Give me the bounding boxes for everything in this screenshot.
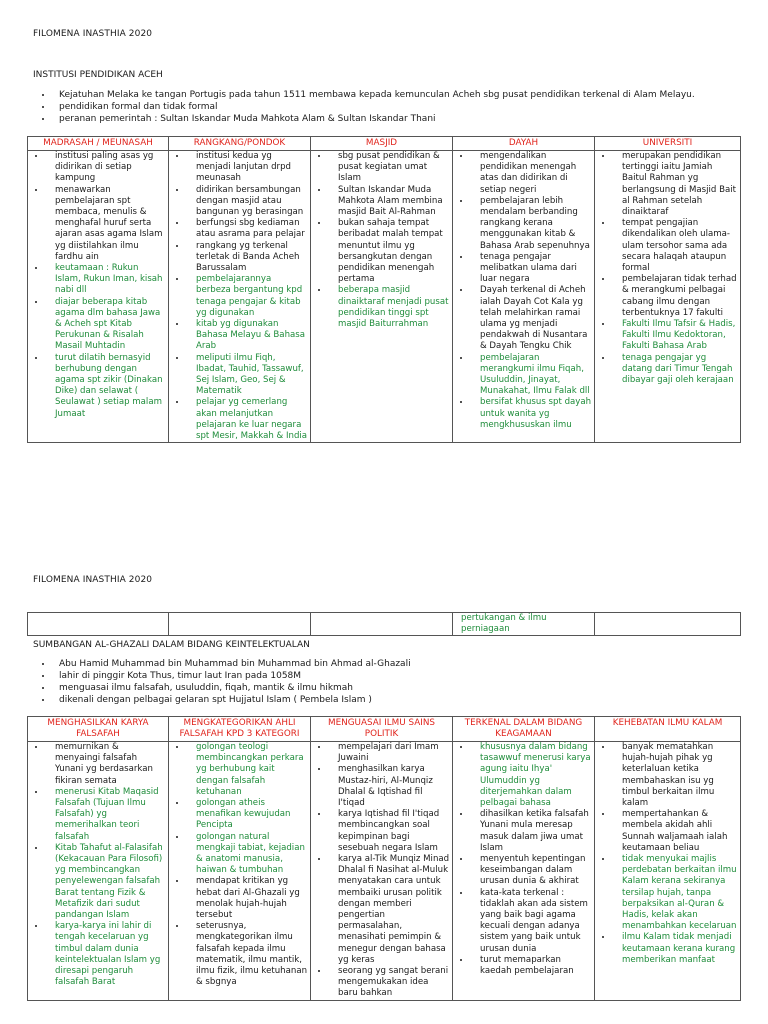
list-item: • seorang yg sangat berani mengemukakan idea baru bahkan xyxy=(329,966,452,1000)
page-header: FILOMENA INASTHIA 2020 xyxy=(33,575,153,585)
table-cell xyxy=(169,742,311,1001)
intro-item: • pendidikan formal dan tidak formal xyxy=(53,101,695,113)
list-item: • turut dilatih bernasyid berhubung dengan agama spt zikir (Dinakan Dike) dan selawat ( Seulawat ) setiap malam Jumaat xyxy=(46,353,168,420)
list-item: • seterusnya, mengkategorikan ilmu falsafah kepada ilmu matematik, ilmu mantik, ilmu fizik, ilmu ketuhanan & sbgnya xyxy=(187,921,310,988)
continuation-cell xyxy=(311,613,453,636)
list-item: • bersifat khusus spt dayah untuk wanita yg mengkhususkan ilmu xyxy=(471,397,594,431)
cell-list xyxy=(169,742,310,988)
list-item: • karya al-Tik Munqiz Minad Dhalal fi Nasihat al-Muluk menyatakan cara untuk membaiki urusan politik dengan memberi pengertian permasalahan, menasihati pemimpin & menegur dengan bahasa yg keras xyxy=(329,854,452,966)
table-cell xyxy=(453,742,595,1001)
list-item: • Kitab Tahafut al-Falasifah (Kekacauan Para Filosofi) yg membincangkan penyelewengan falsafah Barat tentang Fizik & Metafizik dari sudut pandangan Islam xyxy=(46,843,168,921)
table-cell xyxy=(311,151,453,443)
cell-list xyxy=(311,151,452,330)
list-item: • mempelajari dari Imam Juwaini xyxy=(329,742,452,764)
list-item: • Sultan Iskandar Muda Mahkota Alam membina masjid Bait Al-Rahman xyxy=(329,185,452,219)
list-item: • pelajar yg cemerlang akan melanjutkan pelajaran ke luar negara spt Mesir, Makkah & India xyxy=(187,397,310,442)
column-header: KEHEBATAN ILMU KALAM xyxy=(595,717,741,742)
column-header: RANGKANG/PONDOK xyxy=(169,137,311,151)
list-item: • memurnikan & menyaingi falsafah Yunani yg berdasarkan fikiran semata xyxy=(46,742,168,787)
list-item: • Dayah terkenal di Acheh ialah Dayah Cot Kala yg telah melahirkan ramai ulama yg menjadi pendakwah di Nusantara & Dayah Tengku Chik xyxy=(471,285,594,352)
list-item: • pembelajaran lebih mendalam berbanding rangkang kerana menggunakan kitab & Bahasa Arab sepenuhnya xyxy=(471,196,594,252)
continuation-cell xyxy=(595,613,741,636)
column-header: MENGKATEGORIKAN AHLI FALSAFAH KPD 3 KATEGORI xyxy=(169,717,311,742)
continuation-table xyxy=(27,612,741,636)
intro-item: • lahir di pinggir Kota Thus, timur laut Iran pada 1058M xyxy=(53,670,411,682)
cell-list xyxy=(169,151,310,442)
section-title: INSTITUSI PENDIDIKAN ACEH xyxy=(33,70,163,80)
list-item: • institusi kedua yg menjadi lanjutan drpd meunasah xyxy=(187,151,310,185)
contribution-table xyxy=(27,716,741,1001)
cell-list xyxy=(595,151,740,386)
list-item: • pembelajaran merangkumi ilmu Fiqah, Usuluddin, Jinayat, Munakahat, Ilmu Falak dll xyxy=(471,353,594,398)
page-gap xyxy=(0,540,768,570)
cell-list xyxy=(453,742,594,977)
list-item: • golongan natural mengkaji tabiat, kejadian & anatomi manusia, haiwan & tumbuhan xyxy=(187,832,310,877)
list-item: • menerusi Kitab Maqasid Falsafah (Tujuan Ilmu Falsafah) yg memerihalkan teori falsafah xyxy=(46,787,168,843)
list-item: • berfungsi sbg kediaman atau asrama para pelajar xyxy=(187,218,310,240)
continuation-cell xyxy=(28,613,169,636)
intro-list xyxy=(33,658,411,706)
list-item: • pembelajaran tidak terhad & merangkumi pelbagai cabang ilmu dengan terbentuknya 17 fakulti xyxy=(613,274,740,319)
list-item: • diajar beberapa kitab agama dlm bahasa Jawa & Acheh spt Kitab Perukunan & Risalah Masail Muhtadin xyxy=(46,297,168,353)
cell-list xyxy=(28,151,168,420)
document-page-2 xyxy=(0,570,768,1024)
list-item: • pembelajarannya berbeza bergantung kpd tenaga pengajar & kitab yg digunakan xyxy=(187,274,310,319)
institution-table xyxy=(27,136,741,443)
page-header: FILOMENA INASTHIA 2020 xyxy=(33,29,153,39)
list-item: • karya Iqtishad fil I'tiqad membincangkan soal kepimpinan bagi sesebuah negara Islam xyxy=(329,809,452,854)
list-item: • rangkang yg terkenal terletak di Banda Acheh Barussalam xyxy=(187,241,310,275)
cell-list xyxy=(595,742,740,966)
list-item: • tempat pengajian dikendalikan oleh ulama-ulam tersohor sama ada secara halaqah ataupun formal xyxy=(613,218,740,274)
list-item: • merupakan pendidikan tertinggi iaitu Jamiah Baitul Rahman yg berlangsung di Masjid Bait al Rahman setelah dinaiktaraf xyxy=(613,151,740,218)
column-header: TERKENAL DALAM BIDANG KEAGAMAAN xyxy=(453,717,595,742)
list-item: • menyentuh kepentingan keseimbangan dalam urusan dunia & akhirat xyxy=(471,854,594,888)
list-item: • keutamaan : Rukun Islam, Rukun Iman, kisah nabi dll xyxy=(46,263,168,297)
list-item: • tenaga pengajar melibatkan ulama dari luar negara xyxy=(471,252,594,286)
list-item: • mendapat kritikan yg hebat dari Al-Ghazali yg menolak hujah-hujah tersebut xyxy=(187,876,310,921)
cell-list xyxy=(28,742,168,988)
table-cell xyxy=(595,742,741,1001)
list-item: • kata-kata terkenal : tidaklah akan ada sistem yang baik bagi agama kecuali dengan adanya sistem yang baik untuk urusan dunia xyxy=(471,888,594,955)
continuation-text: pertukangan & ilmu perniagaan xyxy=(453,613,595,636)
list-item: • dihasilkan ketika falsafah Yunani mula meresap masuk dalam jiwa umat Islam xyxy=(471,809,594,854)
intro-item: • dikenali dengan pelbagai gelaran spt Hujjatul Islam ( Pembela Islam ) xyxy=(53,694,411,706)
list-item: • ilmu Kalam tidak menjadi keutamaan kerana kurang memberikan manfaat xyxy=(613,932,740,966)
list-item: • tenaga pengajar yg datang dari Timur Tengah dibayar gaji oleh kerajaan xyxy=(613,353,740,387)
cell-list xyxy=(311,742,452,1000)
intro-item: • peranan pemerintah : Sultan Iskandar Muda Mahkota Alam & Sultan Iskandar Thani xyxy=(53,113,695,125)
list-item: • sbg pusat pendidikan & pusat kegiatan umat Islam xyxy=(329,151,452,185)
list-item: • turut memaparkan kaedah pembelajaran xyxy=(471,955,594,977)
list-item: • mengendalikan pendidikan menengah atas dan didirikan di setiap negeri xyxy=(471,151,594,196)
intro-item: • Kejatuhan Melaka ke tangan Portugis pada tahun 1511 membawa kepada kemunculan Acheh sbg pusat pendidikan terkenal di Alam Melayu. xyxy=(53,89,695,101)
column-header: MENGUASAI ILMU SAINS POLITIK xyxy=(311,717,453,742)
column-header: UNIVERSITI xyxy=(595,137,741,151)
list-item: • banyak mematahkan hujah-hujah pihak yg keterlaluan ketika membahaskan isu yg timbul berkaitan ilmu kalam xyxy=(613,742,740,809)
list-item: • golongan atheis menafikan kewujudan Pencipta xyxy=(187,798,310,832)
list-item: • tidak menyukai majlis perdebatan berkaitan ilmu Kalam kerana sekiranya tersilap hujah, tanpa berpaksikan al-Quran & Hadis, kelak akan menambahkan kecelaruan xyxy=(613,854,740,932)
table-cell xyxy=(169,151,311,443)
list-item: • institusi paling asas yg didirikan di setiap kampung xyxy=(46,151,168,185)
list-item: • golongan teologi membincangkan perkara yg berhubung kait dengan falsafah ketuhanan xyxy=(187,742,310,798)
list-item: • meliputi ilmu Fiqh, Ibadat, Tauhid, Tassawuf, Sej Islam, Geo, Sej & Matematik xyxy=(187,353,310,398)
table-cell xyxy=(311,742,453,1001)
continuation-cell xyxy=(169,613,311,636)
section-title: SUMBANGAN AL-GHAZALI DALAM BIDANG KEINTELEKTUALAN xyxy=(33,640,310,650)
table-cell xyxy=(453,151,595,443)
column-header: MADRASAH / MEUNASAH xyxy=(28,137,169,151)
list-item: • menawarkan pembelajaran spt membaca, menulis & menghafal huruf serta ajaran asas agama Islam yg diistilahkan ilmu fardhu ain xyxy=(46,185,168,263)
list-item: • khususnya dalam bidang tasawwuf menerusi karya agung iaitu Ihya' Ulumuddin yg diterjemahkan dalam pelbagai bahasa xyxy=(471,742,594,809)
intro-list xyxy=(33,89,695,125)
list-item: • karya-karya ini lahir di tengah kecelaruan yg timbul dalam dunia keintelektualan Islam yg diresapi pengaruh falsafah Barat xyxy=(46,921,168,988)
intro-item: • Abu Hamid Muhammad bin Muhammad bin Muhammad bin Ahmad al-Ghazali xyxy=(53,658,411,670)
list-item: • kitab yg digunakan Bahasa Melayu & Bahasa Arab xyxy=(187,319,310,353)
list-item: • didirikan bersambungan dengan masjid atau bangunan yg berasingan xyxy=(187,185,310,219)
column-header: MENGHASILKAN KARYA FALSAFAH xyxy=(28,717,169,742)
column-header: MASJID xyxy=(311,137,453,151)
list-item: • beberapa masjid dinaiktaraf menjadi pusat pendidikan tinggi spt masjid Baiturrahman xyxy=(329,285,452,330)
table-cell xyxy=(28,742,169,1001)
cell-list xyxy=(453,151,594,431)
table-cell xyxy=(595,151,741,443)
table-cell xyxy=(28,151,169,443)
list-item: • mempertahankan & membela akidah ahli Sunnah waljamaah ialah keutamaan beliau xyxy=(613,809,740,854)
column-header: DAYAH xyxy=(453,137,595,151)
intro-item: • menguasai ilmu falsafah, usuluddin, fiqah, mantik & ilmu hikmah xyxy=(53,682,411,694)
list-item: • Fakulti Ilmu Tafsir & Hadis, Fakulti Ilmu Kedoktoran, Fakulti Bahasa Arab xyxy=(613,319,740,353)
list-item: • bukan sahaja tempat beribadat malah tempat menuntut ilmu yg bersangkutan dengan pendidikan menengah pertama xyxy=(329,218,452,285)
list-item: • menghasilkan karya Mustaz-hiri, Al-Munqiz Dhalal & Iqtishad fil I'tiqad xyxy=(329,764,452,809)
